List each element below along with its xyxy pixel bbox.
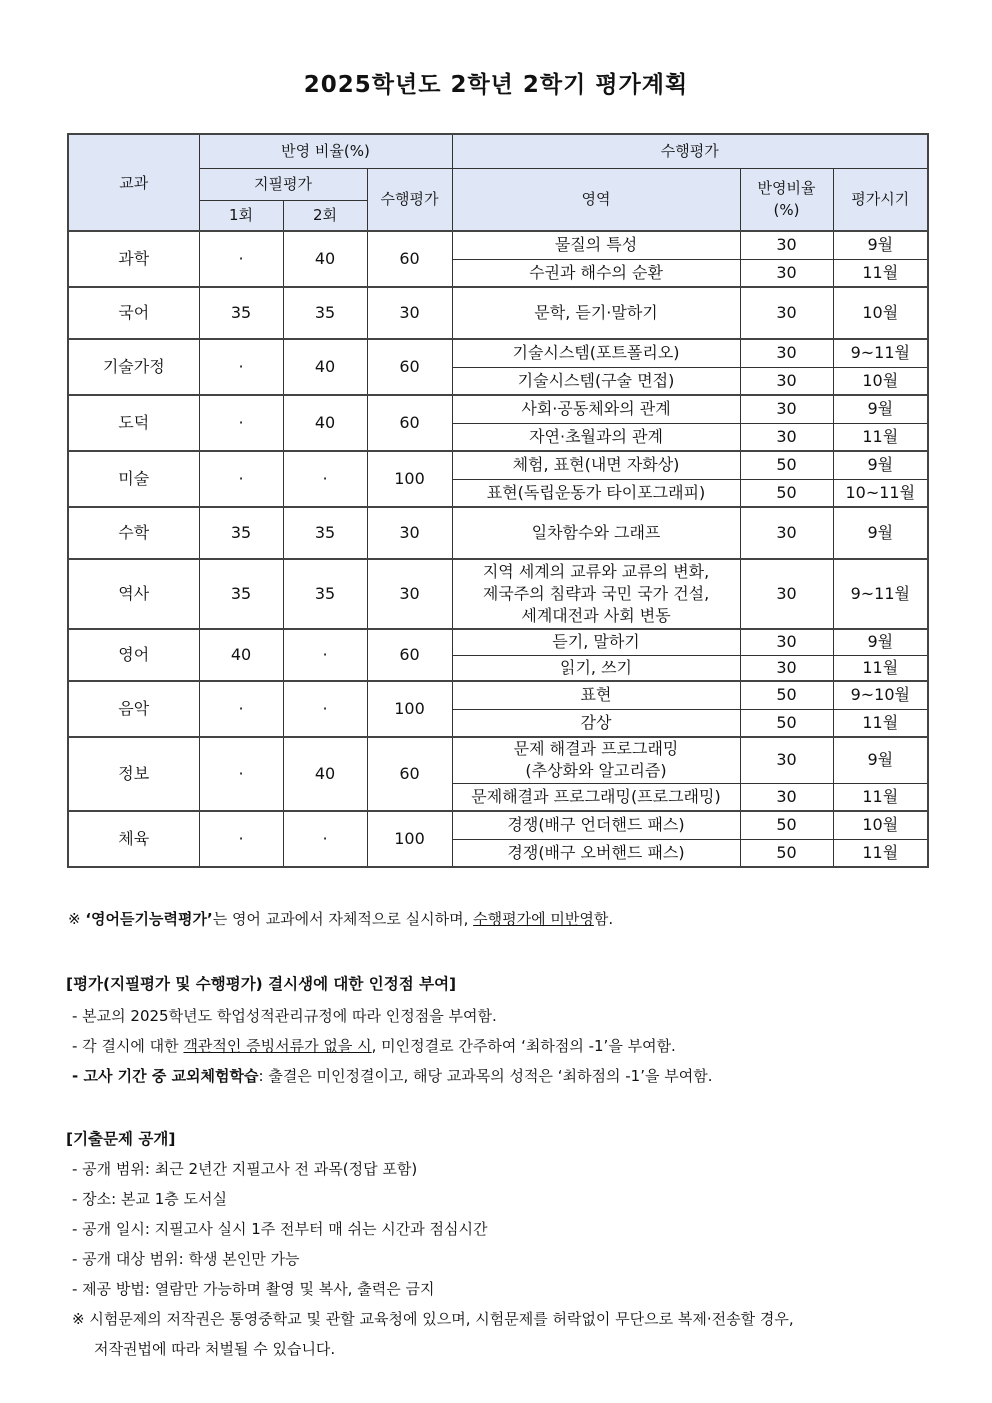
written-round1: · (199, 737, 283, 811)
perf-item-ratio: 50 (740, 479, 833, 507)
subject-name: 수학 (68, 507, 199, 559)
perf-item-ratio: 30 (740, 231, 833, 259)
performance-ratio: 30 (367, 507, 452, 559)
table-row (68, 339, 928, 367)
header-period: 평가시기 (833, 168, 928, 231)
perf-period: 10월 (833, 287, 928, 339)
header-round1: 1회 (199, 200, 283, 231)
written-round2: · (283, 811, 367, 867)
perf-area: 읽기, 쓰기 (452, 655, 740, 681)
absence-line-2b: , 미인정결로 간주하여 ‘최하점의 -1’을 부여함. (371, 1037, 676, 1055)
written-round2: 35 (283, 559, 367, 629)
performance-ratio: 100 (367, 451, 452, 507)
written-round2: 35 (283, 507, 367, 559)
perf-period: 11월 (833, 423, 928, 451)
absence-line-3-bold: - 고사 기간 중 교외체험학습 (72, 1067, 259, 1085)
subject-name: 미술 (68, 451, 199, 507)
perf-area: 문제해결과 프로그래밍(프로그래밍) (452, 783, 740, 811)
perf-period: 10~11월 (833, 479, 928, 507)
absence-line-2u: 객관적인 증빙서류가 없을 시 (183, 1037, 372, 1055)
header-ratio: 반영 비율(%) (199, 134, 452, 168)
perf-period: 9~11월 (833, 559, 928, 629)
past-exam-item-3: - 공개 일시: 지필고사 실시 1주 전부터 매 쉬는 시간과 점심시간 (72, 1220, 488, 1238)
subject-name: 영어 (68, 629, 199, 681)
performance-ratio: 100 (367, 811, 452, 867)
perf-item-ratio: 30 (740, 259, 833, 287)
perf-area: 감상 (452, 709, 740, 737)
perf-period: 11월 (833, 655, 928, 681)
absence-line-2 (72, 1035, 676, 1056)
absence-section-heading: [평가(지필평가 및 수행평가) 결시생에 대한 인정점 부여] (66, 975, 457, 993)
perf-period: 11월 (833, 783, 928, 811)
table-row (68, 451, 928, 479)
english-listening-note (68, 904, 613, 934)
copyright-warning-2: 저작권법에 따라 처벌될 수 있습니다. (94, 1340, 336, 1358)
perf-period: 9~11월 (833, 339, 928, 367)
perf-item-ratio: 30 (740, 737, 833, 783)
copyright-warning-1: ※ 시험문제의 저작권은 통영중학교 및 관할 교육청에 있으며, 시험문제를 허락없이 무단으로 복제·전송할 경우, (72, 1310, 794, 1328)
table-row (68, 395, 928, 423)
perf-item-ratio: 30 (740, 629, 833, 655)
header-performance: 수행평가 (367, 168, 452, 231)
perf-item-ratio: 30 (740, 559, 833, 629)
written-round1: · (199, 231, 283, 287)
perf-area: 듣기, 말하기 (452, 629, 740, 655)
table-row (68, 629, 928, 655)
past-exam-item-2: - 장소: 본교 1층 도서실 (72, 1190, 228, 1208)
perf-area: 체험, 표현(내면 자화상) (452, 451, 740, 479)
perf-period: 9월 (833, 231, 928, 259)
perf-period: 9월 (833, 451, 928, 479)
perf-item-ratio: 30 (740, 655, 833, 681)
perf-period: 11월 (833, 709, 928, 737)
absence-line-3 (72, 1065, 713, 1086)
written-round1: · (199, 811, 283, 867)
perf-area: 물질의 특성 (452, 231, 740, 259)
header-subject: 교과 (68, 134, 199, 231)
perf-area: 문학, 듣기·말하기 (452, 287, 740, 339)
subject-name: 기술가정 (68, 339, 199, 395)
note-underline: 수행평가에 미반영 (473, 910, 594, 928)
page-title: 2025학년도 2학년 2학기 평가계획 (303, 72, 689, 98)
written-round1: 40 (199, 629, 283, 681)
perf-period: 9~10월 (833, 681, 928, 709)
subject-name: 체육 (68, 811, 199, 867)
written-round1: 35 (199, 507, 283, 559)
table-row (68, 811, 928, 839)
past-exam-item-4: - 공개 대상 범위: 학생 본인만 가능 (72, 1250, 300, 1268)
written-round2: 40 (283, 737, 367, 811)
perf-area: 경쟁(배구 언더핸드 패스) (452, 811, 740, 839)
perf-area: 문제 해결과 프로그래밍 (추상화와 알고리즘) (452, 737, 740, 783)
table-row (68, 231, 928, 259)
written-round2: · (283, 629, 367, 681)
perf-item-ratio: 30 (740, 339, 833, 367)
perf-area: 기술시스템(포트폴리오) (452, 339, 740, 367)
header-area: 영역 (452, 168, 740, 231)
written-round2: 40 (283, 395, 367, 451)
perf-area: 자연·초월과의 관계 (452, 423, 740, 451)
header-perf-ratio: 반영비율 (%) (740, 168, 833, 231)
perf-period: 11월 (833, 259, 928, 287)
perf-period: 10월 (833, 367, 928, 395)
written-round1: 35 (199, 287, 283, 339)
evaluation-plan-table (67, 133, 929, 868)
perf-area: 수권과 해수의 순환 (452, 259, 740, 287)
absence-line-3-rest: : 출결은 미인정결이고, 해당 교과목의 성적은 ‘최하점의 -1’을 부여함. (258, 1067, 713, 1085)
perf-area: 일차함수와 그래프 (452, 507, 740, 559)
performance-ratio: 60 (367, 629, 452, 681)
performance-ratio: 100 (367, 681, 452, 737)
perf-item-ratio: 30 (740, 507, 833, 559)
table-body (68, 231, 928, 867)
written-round1: · (199, 451, 283, 507)
note-mark: ※ (68, 910, 81, 928)
absence-line-1: - 본교의 2025학년도 학업성적관리규정에 따라 인정점을 부여함. (72, 1007, 497, 1025)
note-end: 함. (593, 910, 614, 928)
note-bold: ‘영어듣기능력평가’ (85, 910, 213, 928)
perf-period: 9월 (833, 507, 928, 559)
perf-item-ratio: 50 (740, 709, 833, 737)
header-round2: 2회 (283, 200, 367, 231)
perf-period: 9월 (833, 737, 928, 783)
past-exam-item-1: - 공개 범위: 최근 2년간 지필고사 전 과목(정답 포함) (72, 1160, 418, 1178)
written-round1: · (199, 339, 283, 395)
perf-item-ratio: 50 (740, 811, 833, 839)
perf-area: 지역 세계의 교류와 교류의 변화, 제국주의 침략과 국민 국가 건설, 세계대전과 사회 변동 (452, 559, 740, 629)
written-round2: 35 (283, 287, 367, 339)
perf-period: 10월 (833, 811, 928, 839)
perf-item-ratio: 30 (740, 367, 833, 395)
written-round1: · (199, 681, 283, 737)
perf-item-ratio: 50 (740, 681, 833, 709)
perf-period: 9월 (833, 629, 928, 655)
perf-period: 9월 (833, 395, 928, 423)
header-written: 지필평가 (199, 168, 367, 200)
table-row (68, 681, 928, 709)
written-round2: · (283, 681, 367, 737)
written-round1: · (199, 395, 283, 451)
performance-ratio: 30 (367, 287, 452, 339)
subject-name: 국어 (68, 287, 199, 339)
subject-name: 정보 (68, 737, 199, 811)
perf-item-ratio: 50 (740, 839, 833, 867)
performance-ratio: 60 (367, 395, 452, 451)
perf-area: 표현(독립운동가 타이포그래피) (452, 479, 740, 507)
perf-area: 사회·공동체와의 관계 (452, 395, 740, 423)
table-row (68, 287, 928, 339)
note-mid: 는 영어 교과에서 자체적으로 실시하며, (212, 910, 474, 928)
past-exam-item-5: - 제공 방법: 열람만 가능하며 촬영 및 복사, 출력은 금지 (72, 1280, 435, 1298)
table-row (68, 559, 928, 629)
subject-name: 역사 (68, 559, 199, 629)
performance-ratio: 60 (367, 737, 452, 811)
perf-area: 경쟁(배구 오버핸드 패스) (452, 839, 740, 867)
performance-ratio: 60 (367, 231, 452, 287)
table-row (68, 507, 928, 559)
perf-period: 11월 (833, 839, 928, 867)
perf-item-ratio: 30 (740, 395, 833, 423)
header-perf-group: 수행평가 (452, 134, 928, 168)
perf-item-ratio: 30 (740, 423, 833, 451)
subject-name: 음악 (68, 681, 199, 737)
perf-area: 표현 (452, 681, 740, 709)
perf-item-ratio: 50 (740, 451, 833, 479)
written-round1: 35 (199, 559, 283, 629)
performance-ratio: 30 (367, 559, 452, 629)
perf-item-ratio: 30 (740, 783, 833, 811)
past-exam-heading: [기출문제 공개] (66, 1130, 176, 1148)
written-round2: 40 (283, 231, 367, 287)
absence-line-2a: - 각 결시에 대한 (72, 1037, 184, 1055)
performance-ratio: 60 (367, 339, 452, 395)
subject-name: 도덕 (68, 395, 199, 451)
table-row (68, 737, 928, 783)
subject-name: 과학 (68, 231, 199, 287)
written-round2: 40 (283, 339, 367, 395)
perf-item-ratio: 30 (740, 287, 833, 339)
perf-area: 기술시스템(구술 면접) (452, 367, 740, 395)
written-round2: · (283, 451, 367, 507)
